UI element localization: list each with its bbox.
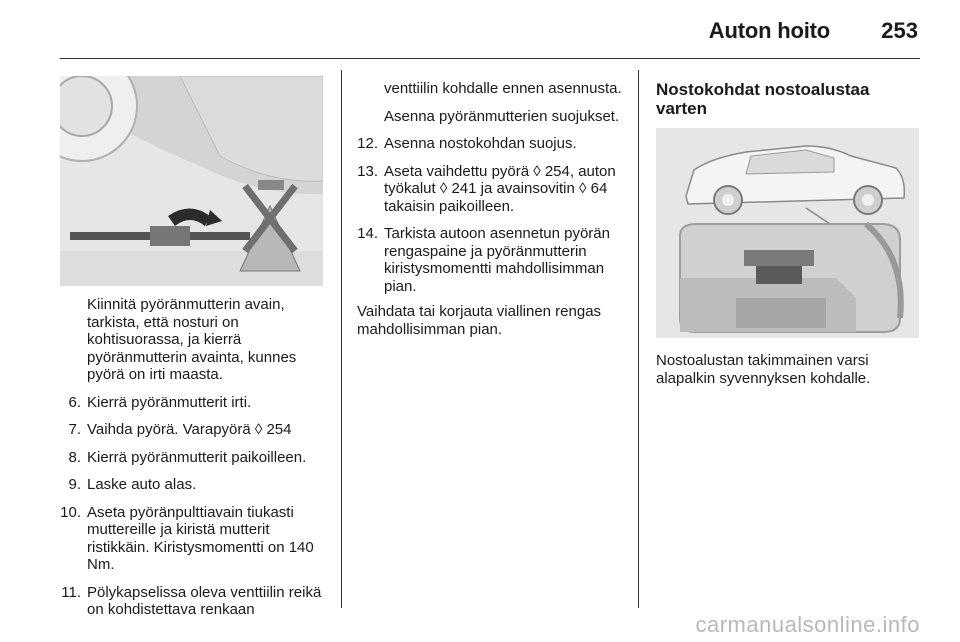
- column-divider-left: [341, 70, 342, 608]
- step-list-middle: [357, 135, 625, 295]
- list-item: 11. Pölykapselissa oleva venttiilin reikä on kohdistettava renkaan: [61, 583, 322, 618]
- middle-column: [357, 80, 625, 348]
- jack-drawing: [60, 76, 323, 286]
- lift-drawing: [656, 128, 919, 338]
- list-item: 9. Laske auto alas.: [68, 476, 197, 493]
- section-heading: Nostokohdat nostoalustaa varten: [656, 80, 870, 118]
- right-caption: [656, 352, 922, 387]
- list-item: 12. Asenna nostokohdan suojus.: [357, 135, 577, 152]
- watermark: carmanualsonline.info: [695, 612, 920, 637]
- list-item: 6. Kierrä pyöränmutterit irti.: [68, 393, 252, 411]
- list-item: 13. Aseta vaihdettu pyörä ◊ 254, auton työkalut ◊ 241 ja avainsovitin ◊ 64 takaisin paikoilleen.: [357, 162, 616, 215]
- list-item: 14. Tarkista autoon asennetun pyörän rengaspaine ja pyöränmutterin kiristysmomentti mahdollisimman pian.: [357, 225, 610, 295]
- lift-point-illustration: [656, 128, 919, 338]
- intro-paragraph: Kiinnitä pyöränmutterin avain, tarkista, että nosturi on kohtisuorassa, ja kierrä pyöränmutterin avainta, kunnes pyörä on irti maasta.: [87, 296, 297, 383]
- right-column: [656, 80, 922, 128]
- continuation-text: venttiilin kohdalle ennen asennusta.: [384, 80, 622, 97]
- section-title: Auton hoito: [708, 18, 830, 43]
- jack-illustration: [60, 76, 323, 286]
- continuation-text-2: Asenna pyöränmutterien suojukset.: [384, 107, 620, 125]
- list-item: 10. Aseta pyöränpulttiavain tiukasti muttereille ja kiristä mutterit ristikkäin. Kiristysmomentti on 140 Nm.: [60, 503, 314, 573]
- list-item: 7. Vaihda pyörä. Varapyörä ◊ 254: [68, 421, 292, 438]
- column-divider-right: [638, 70, 639, 608]
- left-column: [60, 296, 330, 629]
- figure-caption: Nostoalustan takimmainen varsi alapalkin syvennyksen kohdalle.: [656, 352, 871, 387]
- list-item: 8. Kierrä pyöränmutterit paikoilleen.: [68, 448, 307, 466]
- page-number: 253: [881, 18, 918, 43]
- header-rule: [60, 58, 920, 59]
- note-paragraph: Vaihdata tai korjauta viallinen rengas mahdollisimman pian.: [357, 303, 602, 338]
- step-list-left: [60, 394, 330, 619]
